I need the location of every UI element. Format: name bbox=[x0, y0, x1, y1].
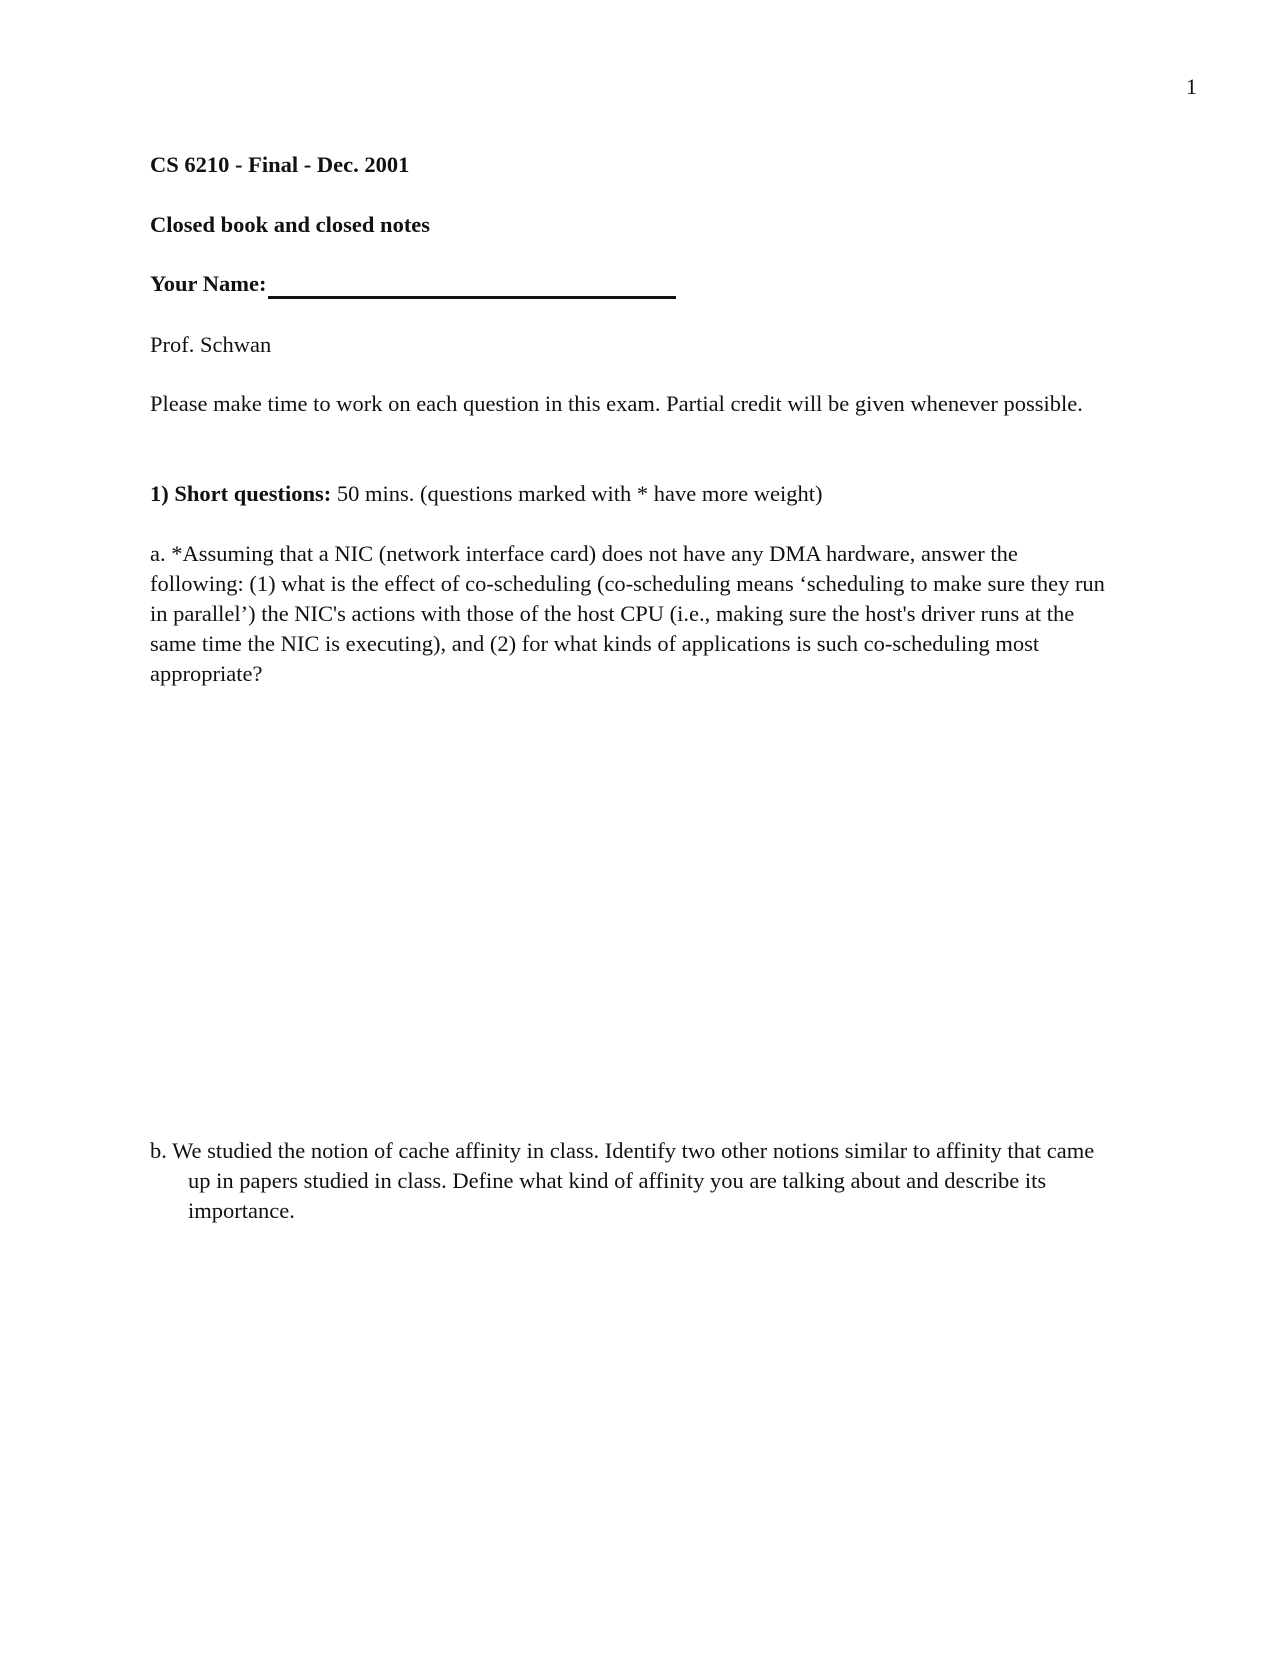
question-b: b. We studied the notion of cache affinity in class. Identify two other notions similar to affinity that came up in papers studied in class. Define what kind of affinity you are talking about and describe its importance. bbox=[150, 1138, 1095, 1223]
exam-title: CS 6210 - Final - Dec. 2001 bbox=[150, 152, 410, 177]
page-number: 1 bbox=[1186, 74, 1197, 99]
question-a: a. *Assuming that a NIC (network interface card) does not have any DMA hardware, answer the following: (1) what is the effect of co-scheduling (co-scheduling means ‘scheduling to make sure they run in parallel’) the NIC's actions with those of the host CPU (i.e., making sure the host's driver runs at the same time the NIC is executing), and (2) for what kinds of applications is such co-scheduling most appropriate? bbox=[150, 541, 1105, 686]
name-label: Your Name: bbox=[150, 271, 267, 296]
name-field-row bbox=[150, 269, 676, 299]
professor-name: Prof. Schwan bbox=[150, 332, 272, 357]
section-1-heading bbox=[150, 479, 822, 509]
exam-instructions: Please make time to work on each question in this exam. Partial credit will be given whenever possible. bbox=[150, 391, 1083, 416]
section-1-title: 1) Short questions: bbox=[150, 481, 332, 506]
section-1-time-note: 50 mins. (questions marked with * have more weight) bbox=[336, 481, 823, 506]
name-blank-line[interactable] bbox=[268, 270, 676, 299]
exam-rules: Closed book and closed notes bbox=[150, 212, 431, 237]
